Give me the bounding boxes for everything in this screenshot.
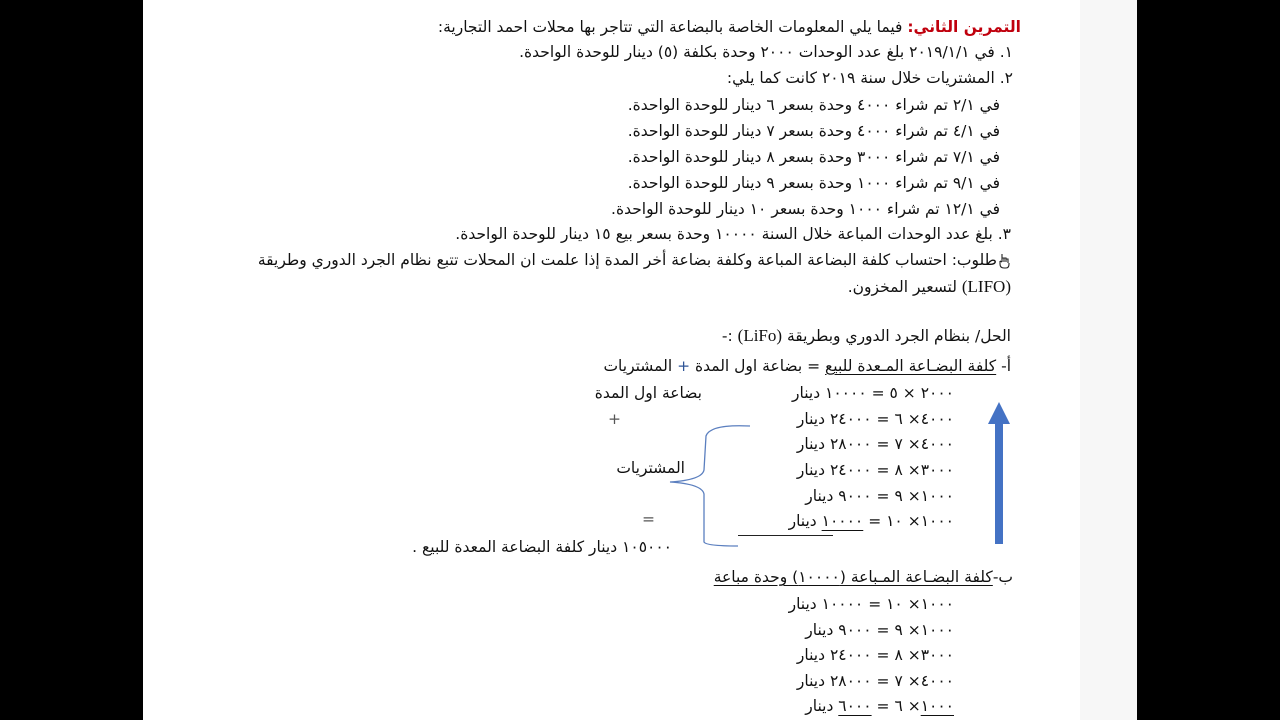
- calc-row-start: ١٠٠٠× ١٠ =: [863, 512, 954, 530]
- calc-row: ٤٠٠٠× ٧ = ٢٨٠٠٠ دينار: [796, 435, 954, 453]
- purchase-line: في ١٢/١ تم شراء ١٠٠٠ وحدة بسعر ١٠ دينار للوحدة الواحدة.: [611, 200, 1000, 218]
- document-page: [143, 0, 1137, 720]
- calc-row: ٢٠٠٠ × ٥ = ١٠٠٠٠ دينار: [792, 384, 954, 402]
- side-equals: =: [642, 510, 655, 528]
- calc-row-unit: دينار: [805, 697, 839, 715]
- required-line-1: [258, 249, 1011, 271]
- item-3: ٣. بلغ عدد الوحدات المباعة خلال السنة ١٠٠٠٠ وحدة بسعر بيع ١٥ دينار للوحدة الواحدة.: [455, 225, 1011, 243]
- total-line: ١٠٥٠٠٠ دينار كلفة البضاعة المعدة للبيع .: [412, 538, 672, 556]
- purchase-line: في ٧/١ تم شراء ٣٠٠٠ وحدة بسعر ٨ دينار للوحدة الواحدة.: [627, 148, 1000, 166]
- calc-row: ١٠٠٠× ١٠ = ١٠٠٠٠ دينار: [788, 595, 954, 613]
- purchase-line: في ٢/١ تم شراء ٤٠٠٠ وحدة بسعر ٦ دينار للوحدة الواحدة.: [627, 96, 1000, 114]
- lifo-label: (LIFO): [961, 277, 1011, 296]
- item-2: ٢. المشتريات خلال سنة ٢٠١٩ كانت كما يلي:: [726, 69, 1013, 87]
- calc-row: ١٠٠٠× ٩ = ٩٠٠٠ دينار: [805, 621, 954, 639]
- part-b-title-line: [714, 566, 1013, 588]
- plus-sign: +: [677, 357, 691, 375]
- part-a-equation: [603, 355, 1011, 377]
- calc-row-qty: ١٠٠٠: [920, 697, 954, 715]
- solution-heading: [722, 325, 1011, 347]
- purchase-line: في ٤/١ تم شراء ٤٠٠٠ وحدة بسعر ٧ دينار للوحدة الواحدة.: [627, 122, 1000, 140]
- curly-brace-icon: [668, 420, 758, 550]
- required-text: طلوب: احتساب كلفة البضاعة المباعة وكلفة بضاعة أخر المدة إذا علمت ان المحلات تتبع نظام الجرد الدوري وطريقة: [257, 251, 997, 269]
- calc-row: ٤٠٠٠× ٧ = ٢٨٠٠٠ دينار: [796, 672, 954, 690]
- calc-row: ٣٠٠٠× ٨ = ٢٤٠٠٠ دينار: [796, 646, 954, 664]
- exercise-title: التمرين الثاني:: [907, 18, 1021, 36]
- side-plus: +: [608, 410, 621, 428]
- exercise-heading: [438, 16, 1021, 38]
- part-a-equation-text: = بضاعة اول المدة: [690, 357, 826, 375]
- calc-row-total: ٦٠٠٠: [838, 697, 872, 715]
- required-line-2: [848, 276, 1011, 298]
- calc-row: ٤٠٠٠× ٦ = ٢٤٠٠٠ دينار: [796, 410, 954, 428]
- up-arrow-icon: [986, 400, 1012, 546]
- solution-heading-end: :-: [721, 327, 738, 345]
- calc-row-end: دينار: [788, 512, 822, 530]
- calc-row-last: [805, 695, 954, 717]
- item-1: ١. في ٢٠١٩/١/١ بلغ عدد الوحدات ٢٠٠٠ وحدة بكلفة (٥) دينار للوحدة الواحدة.: [519, 43, 1013, 61]
- calc-row-last: [789, 510, 954, 532]
- side-label-opening: بضاعة اول المدة: [594, 384, 702, 402]
- calc-row-underlined: ١٠٠٠٠: [821, 512, 864, 530]
- lifo-label: (LiFo): [737, 326, 783, 345]
- side-label-purchases: المشتريات: [616, 459, 685, 477]
- exercise-intro: فيما يلي المعلومات الخاصة بالبضاعة التي تتاجر بها محلات احمد التجارية:: [437, 18, 908, 36]
- part-b-label: ب-: [992, 568, 1013, 586]
- part-a-label: أ-: [996, 357, 1011, 375]
- calc-row: ١٠٠٠× ٩ = ٩٠٠٠ دينار: [805, 487, 954, 505]
- calc-row: ٣٠٠٠× ٨ = ٢٤٠٠٠ دينار: [796, 461, 954, 479]
- solution-heading-text: الحل/ بنظام الجرد الدوري وبطريقة: [782, 327, 1011, 345]
- calc-row-price: × ٦ =: [871, 697, 921, 715]
- required-text-end: لتسعير المخزون.: [847, 278, 962, 296]
- purchase-line: في ٩/١ تم شراء ١٠٠٠ وحدة بسعر ٩ دينار للوحدة الواحدة.: [627, 174, 1000, 192]
- part-a-equation-end: المشتريات: [603, 357, 678, 375]
- part-b-title: كلفة البضـاعة المـباعة (١٠٠٠٠) وحدة مباعة: [713, 568, 993, 586]
- part-a-title: كلفة البضـاعة المـعدة للبيع: [825, 357, 997, 375]
- hand-cursor-icon: [997, 253, 1011, 269]
